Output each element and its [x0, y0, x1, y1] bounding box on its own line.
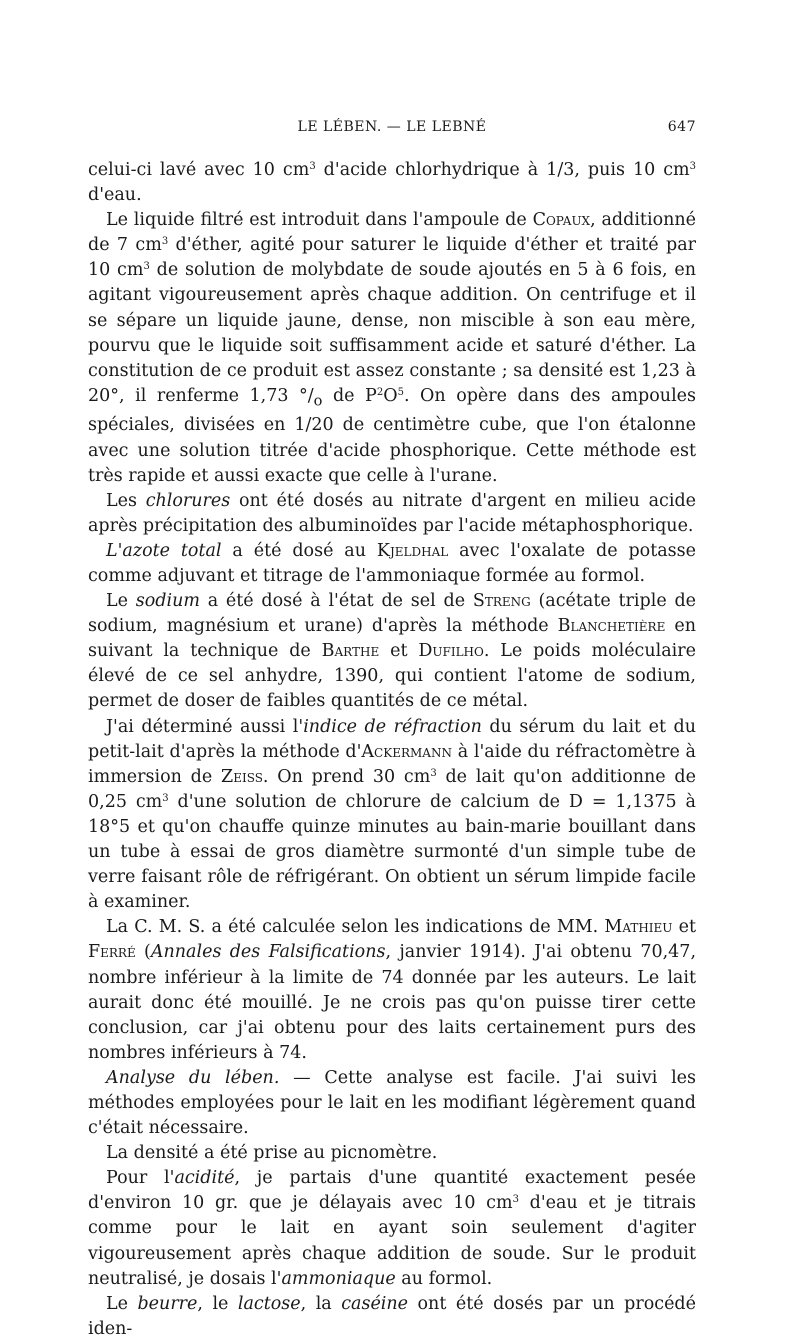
italic-term: lactose [237, 1293, 301, 1314]
paragraph [88, 1066, 696, 1141]
text-run: de lait qu'on additionne de 0,25 cm [88, 766, 696, 812]
superscript: 3 [143, 261, 150, 273]
text-run: à l'aide du réfractomètre à immersion de [88, 741, 696, 787]
text-run: La C. M. S. a été calculée selon les indications de MM. [106, 917, 605, 938]
italic-term: indice de réfraction [303, 716, 482, 737]
text-run: (acétate triple de sodium, magnésium et urane) d'après la méthode [88, 591, 696, 637]
paragraph [88, 539, 696, 589]
italic-term: Annales des Falsifications [150, 942, 386, 963]
paragraph [88, 915, 696, 1066]
paragraph [88, 1141, 696, 1166]
paragraph [88, 158, 696, 208]
text-run: de solution de molybdate de soude ajoutés en 5 à 6 fois, en agitant vigoureusement après chaque addition. On centrifuge et il se sépare un liquide jaune, dense, non miscible à son eau mère, pourvu que le liquide soit suffisamment acide et saturé d'éther. La constitution de ce produit est assez constante ; sa densité est 1,23 à 20°, il renferme 1,73 °/ [88, 260, 696, 406]
text-run: J'ai déterminé aussi l' [106, 716, 304, 737]
author-name: Blanchetière [557, 616, 666, 637]
text-run: au formol. [395, 1268, 493, 1289]
text-run: celui-ci lavé avec 10 cm [88, 160, 310, 180]
subscript: o [313, 392, 323, 410]
text-run: , le [197, 1293, 238, 1314]
text-run: Le liquide filtré est introduit dans l'ampoule de [106, 210, 533, 231]
italic-term: chlorures [145, 490, 231, 511]
text-run: Les [106, 490, 146, 511]
paragraph [88, 715, 696, 916]
text-run: de P [322, 385, 377, 406]
paragraph [88, 489, 696, 539]
superscript: 2 [376, 386, 384, 398]
text-run: d'eau et je titrais comme pour le lait en ayant soin seulement d'agiter vigoureusement après chaque addition de soude. Sur le produit neutralisé, je dosais l' [88, 1193, 696, 1289]
text-run: ( [135, 942, 151, 963]
author-name: Ferré [88, 942, 136, 963]
superscript: 3 [162, 792, 169, 804]
text-run: d'acide chlorhydrique à 1/3, puis 10 cm [315, 160, 690, 180]
text-run: . Le poids moléculaire élevé de ce sel anhydre, 1390, qui contient l'atome de sodium, permet de doser de faibles quantités de ce métal. [88, 641, 696, 712]
page-number: 647 [667, 119, 696, 135]
author-name: Barthe [321, 641, 380, 662]
running-title: LE LÉBEN. — LE LEBNÉ [297, 119, 487, 135]
superscript: 3 [512, 1194, 519, 1206]
text-run: , janvier 1914). J'ai obtenu 70,47, nombre inférieur à la limite de 74 donnée par les auteurs. Le lait aurait donc été mouillé. Je ne crois pas qu'on puisse tirer cette conclusion, car j'ai obtenu pour des laits certainement purs des nombres inférieurs à 74. [88, 942, 697, 1063]
author-name: Zeiss [221, 766, 263, 787]
italic-term: beurre [137, 1293, 198, 1314]
text-run: , la [300, 1293, 342, 1314]
text-run: du sérum du lait et du petit-lait d'après la méthode d' [88, 716, 696, 762]
text-run: a été dosé au [221, 540, 377, 561]
author-name: Ackermann [361, 741, 452, 762]
italic-term: ammoniaque [281, 1268, 396, 1289]
author-name: Copaux [532, 210, 591, 231]
superscript: 3 [689, 161, 696, 172]
text-run: , additionné de 7 cm [88, 210, 696, 256]
text-run: La densité a été prise au picnomètre. [106, 1143, 438, 1164]
paragraph [88, 589, 696, 714]
superscript: 3 [161, 236, 169, 248]
text-run: et [379, 641, 419, 662]
running-head [88, 119, 696, 139]
text-run: — Cette analyse est facile. J'ai suivi les méthodes employées pour le lait en les modifiant légèrement quand c'était nécessaire. [88, 1067, 697, 1139]
italic-term: acidité [174, 1168, 235, 1189]
text-run: O [383, 385, 398, 406]
text-run: a été dosé à l'état de sel de [199, 591, 473, 612]
superscript: 5 [397, 386, 404, 398]
text-run: et [672, 917, 696, 938]
italic-term: caséine [341, 1293, 409, 1314]
text-run: avec l'oxalate de potasse comme adjuvant et titrage de l'ammoniaque formée au formol. [88, 540, 696, 586]
text-run: d'éther, agité pour saturer le liquide d'éther et traité par 10 cm [88, 235, 696, 281]
paragraph [88, 208, 696, 489]
text-run: , je partais d'une quantité exactement pesée d'environ 10 gr. que je délayais avec 10 cm [88, 1168, 696, 1214]
text-run: d'une solution de chlorure de calcium de D = 1,1375 à 18°5 et qu'on chauffe quinze minutes au bain-marie bouillant dans un tube à essai de gros diamètre surmonté d'un simple tube de verre faisant rôle de réfrigérant. On obtient un sérum limpide facile à examiner. [88, 791, 696, 913]
author-name: Dufilho [418, 641, 484, 662]
author-name: Kjeldhal [376, 540, 449, 561]
superscript: 3 [309, 161, 316, 172]
text-run: Le [106, 591, 136, 612]
body-text [88, 158, 696, 1342]
paragraph [88, 1166, 696, 1291]
italic-term: sodium [135, 591, 200, 612]
text-run: Pour l' [106, 1168, 175, 1189]
text-run: ont été dosés au nitrate d'argent en milieu acide après précipitation des albuminoïdes par l'acide métaphosphorique. [88, 490, 696, 536]
text-run: ont été dosés par un procédé iden- [88, 1293, 696, 1339]
text-run: Le [106, 1293, 138, 1314]
paragraph [88, 1292, 696, 1342]
italic-term: Analyse du lében. [106, 1067, 280, 1088]
text-run: . On prend 30 cm [262, 766, 431, 787]
text-run: . On opère dans des ampoules spéciales, divisées en 1/20 de centimètre cube, que l'on étalonne avec une solution titrée d'acide phosphorique. Cette méthode est très rapide et aussi exacte que celle à l'urane. [88, 385, 696, 486]
superscript: 3 [430, 767, 437, 779]
text-run: en suivant la technique de [88, 616, 696, 662]
text-run: d'eau. [88, 185, 142, 206]
author-name: Streng [472, 591, 531, 612]
italic-term: L'azote total [106, 540, 222, 561]
author-name: Mathieu [604, 917, 673, 938]
